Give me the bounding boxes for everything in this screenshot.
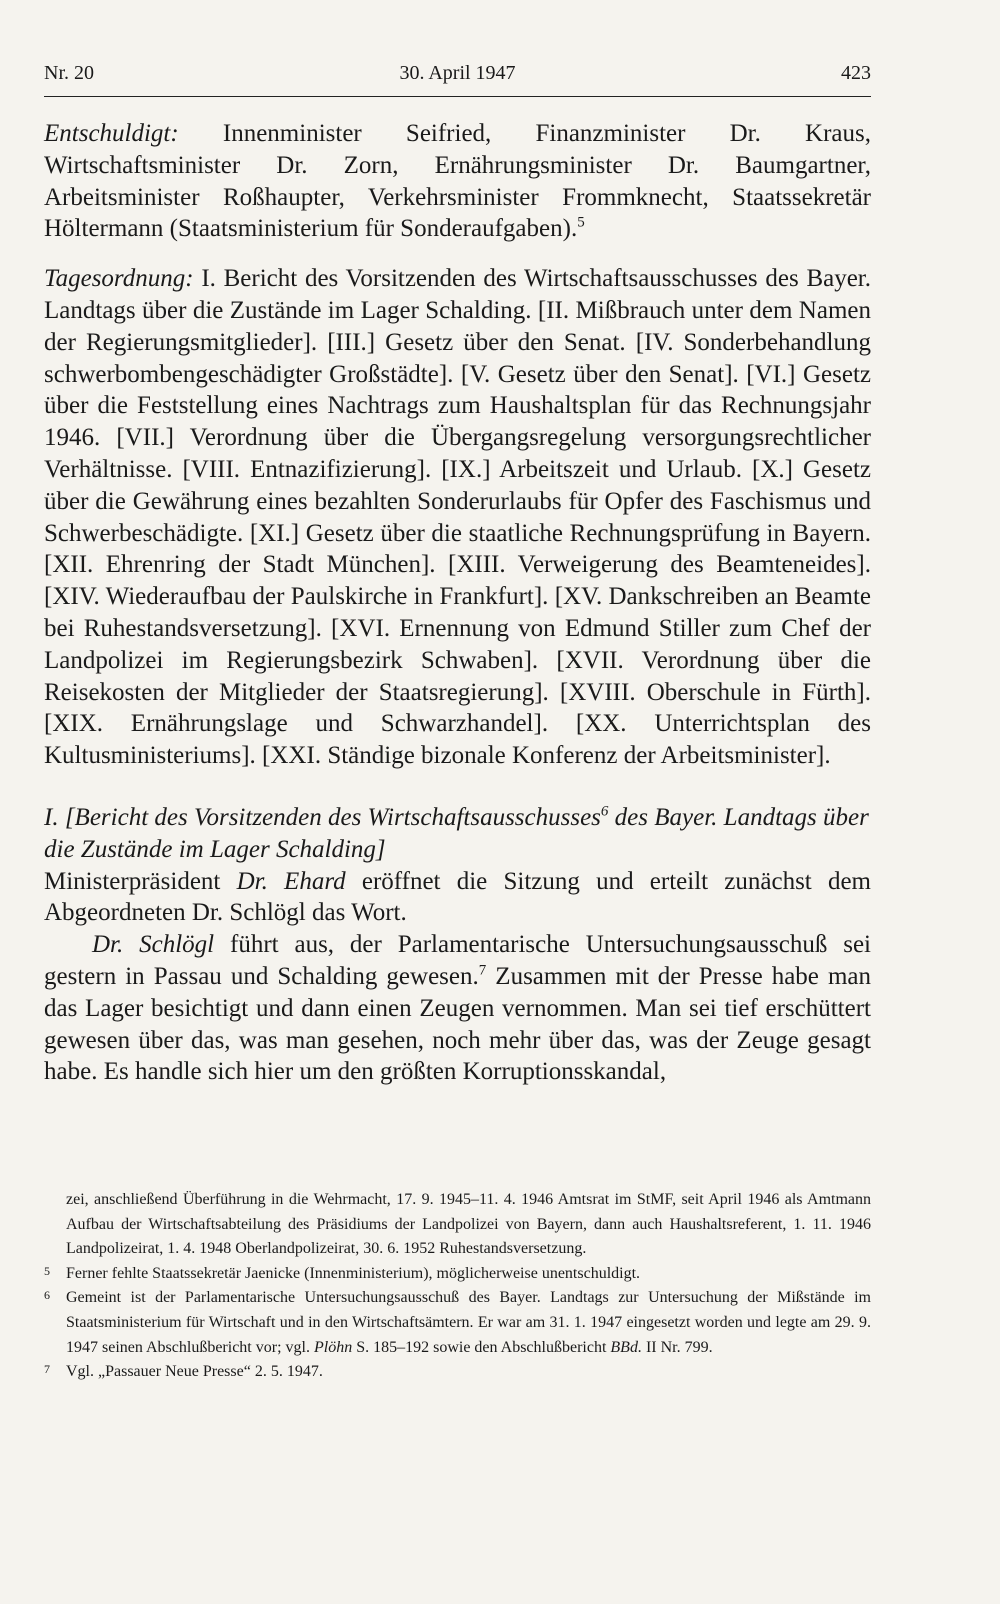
speaker-name: Dr. Schlögl — [92, 931, 215, 959]
issue-number: Nr. 20 — [44, 62, 94, 84]
excused-paragraph — [44, 118, 871, 245]
footnotes — [44, 1188, 871, 1385]
page-number: 423 — [841, 62, 871, 84]
section-heading: I. [Bericht des Vorsitzenden des Wirtschaftsausschusses$^6$ des Bayer. Landtags über die Zustände im Lager Schalding] — [44, 803, 869, 863]
footnote-ref: 7 — [478, 962, 487, 979]
excused-text: Innenminister Seifried, Finanzminister Dr. Kraus, Wirtschaftsminister Dr. Zorn, Ernährungsminister Dr. Baumgartner, Arbeitsminister Roßhaupter, Verkehrsminister Frommknecht, Staatssekretär Höltermann (Staatsministerium für Sonderaufgaben). — [44, 120, 871, 243]
header-rule — [44, 96, 871, 97]
agenda-label: Tagesordnung: — [44, 265, 194, 293]
main-text — [44, 118, 871, 1088]
header-date: 30. April 1947 — [399, 62, 516, 84]
footnote-7: 7 Vgl. „Passauer Neue Presse“ 2. 5. 1947. — [44, 1362, 323, 1381]
footnote-ref: 6 — [600, 803, 609, 820]
footnote-continued: zei, anschließend Überführung in die Wehrmacht, 17. 9. 1945–11. 4. 1946 Amtsrat im StMF, seit April 1946 als Amtmann Aufbau der Wirtschaftsabteilung des Präsidiums der Landpolizei von Bayern, dann auch Haushaltsreferent, 1. 11. 1946 Landpolizeirat, 1. 4. 1948 Oberlandpolizeirat, 30. 6. 1952 Ruhestandsversetzung. — [66, 1191, 871, 1258]
agenda-paragraph — [44, 263, 871, 772]
page-header — [44, 58, 871, 92]
agenda-text: I. Bericht des Vorsitzenden des Wirtschaftsausschusses des Bayer. Landtags über die Zustände im Lager Schalding. [II. Mißbrauch unter dem Namen der Regierungsmitglieder]. [III.] Gesetz über den Senat. [IV. Sonderbehandlung schwerbombengeschädigter Großstädte]. [V. Gesetz über den Senat]. [VI.] Gesetz über die Feststellung eines Nachtrags zum Haushaltsplan für das Rechnungsjahr 1946. [VII.] Verordnung über die Übergangsregelung versorgungsrechtlicher Verhältnisse. [VIII. Entnazifizierung]. [IX.] Arbeitszeit und Urlaub. [X.] Gesetz über die Gewährung eines bezahlten Sonderurlaubs für Opfer des Faschismus und Schwerbeschädigte. [XI.] Gesetz über die staatliche Rechnungsprüfung in Bayern. [XII. Ehrenring der Stadt München]. [XIII. Verweigerung des Beamteneides]. [XIV. Wiederaufbau der Paulskirche in Frankfurt]. [XV. Dankschreiben an Beamte bei Ruhestandsversetzung]. [XVI. Ernennung von Edmund Stiller zum Chef der Landpolizei im Regierungsbezirk Schwaben]. [XVII. Verordnung über die Reisekosten der Mitglieder der Staatsregierung]. [XVIII. Oberschule in Fürth]. [XIX. Ernährungslage und Schwarzhandel]. [XX. Unterrichtsplan des Kultusministeriums]. [XXI. Ständige bizonale Konferenz der Arbeitsminister]. — [44, 265, 872, 770]
document-page — [44, 0, 871, 1604]
speaker-name: Dr. Ehard — [236, 867, 346, 895]
footnote-5: 5 Ferner fehlte Staatssekretär Jaenicke (Innenministerium), möglicherweise unentschuldigt. — [44, 1263, 641, 1282]
footnote-6: 6 Gemeint ist der Parlamentarische Untersuchungsausschuß des Bayer. Landtags zur Untersuchung der Mißstände im Staatsministerium für Wirtschaft und in den Wirtschaftsämtern. Er war am 31. 1. 1947 eingesetzt worden und legte am 29. 9. 1947 seinen Abschlußbericht vor; vgl. Plöhn S. 185–192 sowie den Abschlußbericht BBd. II Nr. 799. — [44, 1288, 871, 1356]
excused-label: Entschuldigt: — [44, 120, 179, 147]
paragraph-ehard: Ministerpräsident Dr. Ehard eröffnet die Sitzung und erteilt zunächst dem Abgeordneten Dr. Schlögl das Wort. — [44, 867, 872, 927]
paragraph-schloegl: Dr. Schlögl führt aus, der Parlamentarische Untersuchungsausschuß sei gestern in Passau und Schalding gewesen.$^7$ Zusammen mit der Presse habe man das Lager besichtigt und dann einen Zeugen vernommen. Man sei tief erschüttert gewesen über das, was man gesehen, noch mehr über das, was der Zeuge gesagt habe. Es handle sich hier um den größten Korruptionsskandal, — [44, 931, 871, 1086]
footnote-ref: 5 — [577, 215, 585, 232]
